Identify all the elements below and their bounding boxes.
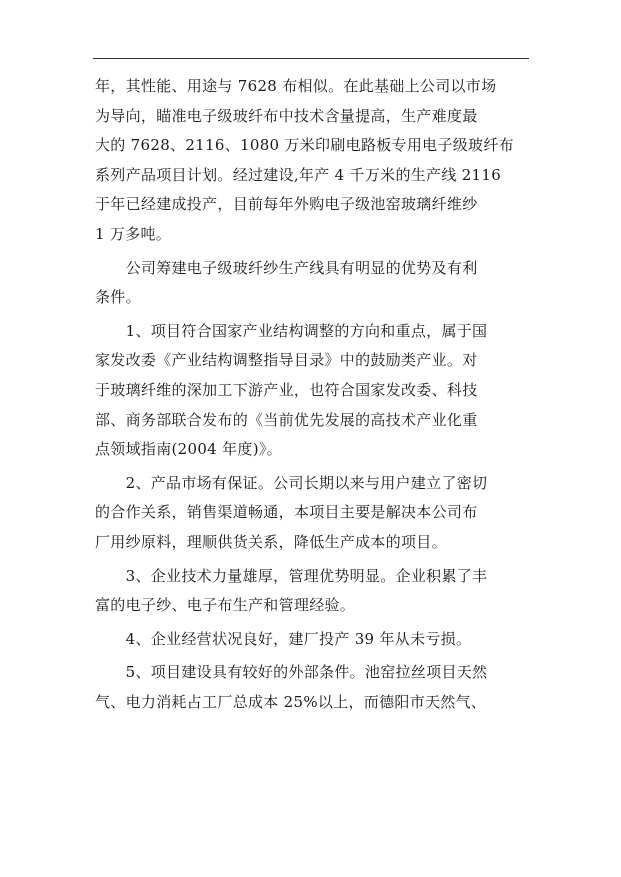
text-line: 1 万多吨。	[95, 224, 172, 243]
text-line: 大的 7628、2116、1080 万米印刷电路板专用电子级玻纤布	[95, 136, 514, 155]
text-line: 系列产品项目计划。经过建设,年产 4 千万米的生产线 2116	[95, 165, 502, 184]
paragraph	[95, 625, 527, 655]
text-line: 于玻璃纤维的深加工下游产业，也符合国家发改委、科技	[95, 380, 478, 399]
text-line: 年，其性能、用途与 7628 布相似。在此基础上公司以市场	[95, 77, 497, 95]
text-line: 3、企业技术力量雄厚，管理优势明显。企业积累了丰	[95, 566, 488, 585]
text-line: 气、电力消耗占工厂总成本 25%以上，而德阳市天然气、	[95, 692, 487, 711]
paragraph	[95, 469, 527, 558]
paragraph	[95, 658, 527, 717]
text-line: 条件。	[95, 288, 141, 307]
text-line: 5、项目建设具有较好的外部条件。池窑拉丝项目天然	[95, 663, 488, 682]
body-text	[95, 72, 527, 721]
text-line: 于年已经建成投产，目前每年外购电子级池窑玻璃纤维纱	[95, 195, 478, 214]
text-line: 点领域指南(2004 年度)》。	[95, 440, 282, 459]
text-line: 家发改委《产业结构调整指导目录》中的鼓励类产业。对	[95, 351, 478, 370]
text-line: 1、项目符合国家产业结构调整的方向和重点，属于国	[95, 321, 488, 340]
text-line: 富的电子纱、电子布生产和管理经验。	[95, 596, 356, 615]
text-line: 厂用纱原料，理顺供货关系，降低生产成本的项目。	[95, 532, 447, 551]
text-line: 的合作关系，销售渠道畅通，本项目主要是解决本公司布	[95, 503, 478, 522]
paragraph	[95, 562, 527, 621]
paragraph	[95, 254, 527, 313]
paragraph	[95, 72, 527, 250]
text-line: 部、商务部联合发布的《当前优先发展的高技术产业化重	[95, 410, 478, 429]
header-rule	[93, 58, 529, 59]
text-line: 为导向，瞄准电子级玻纤布中技术含量提高，生产难度最	[95, 106, 478, 125]
paragraph	[95, 317, 527, 465]
text-line: 公司筹建电子级玻纤纱生产线具有明显的优势及有利	[95, 258, 478, 277]
text-line: 4、企业经营状况良好，建厂投产 39 年从未亏损。	[95, 629, 472, 648]
text-line: 2、产品市场有保证。公司长期以来与用户建立了密切	[95, 473, 488, 492]
